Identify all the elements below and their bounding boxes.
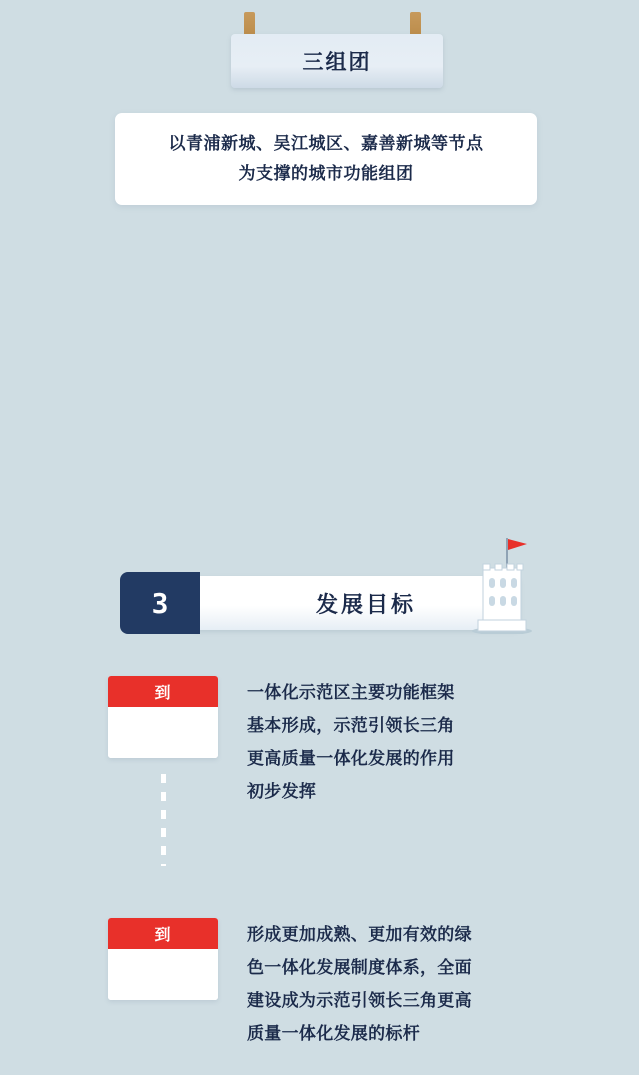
timeline-marker-label: 到 [154,685,172,702]
section-number-badge [120,572,200,634]
timeline-text [247,676,528,808]
section-header [120,572,520,634]
timeline-item [108,676,528,808]
description-card [115,113,537,205]
timeline-marker-header [108,676,218,707]
timeline-text-line: 一体化示范区主要功能框架 [247,683,455,702]
timeline-text-line: 初步发挥 [247,782,317,801]
timeline [108,676,528,1050]
timeline-text [247,918,528,1050]
timeline-text-line: 基本形成，示范引领长三角 [247,716,455,735]
timeline-marker-body [108,707,218,758]
timeline-item [108,918,528,1050]
timeline-connector [161,774,166,866]
timeline-marker [108,676,218,758]
top-card [231,34,443,88]
timeline-spacer [108,808,528,918]
section-number: 3 [151,586,169,620]
description-line-2: 为支撑的城市功能组团 [238,164,414,183]
top-card-title: 三组团 [302,51,372,74]
timeline-marker-header [108,918,218,949]
timeline-marker-label: 到 [154,927,172,944]
description-line-1: 以青浦新城、吴江城区、嘉善新城等节点 [168,134,484,153]
tower-icon [465,532,539,634]
timeline-text-line: 形成更加成熟、更加有效的绿 [247,925,472,944]
top-card-group [231,12,443,88]
section-title: 发展目标 [316,591,417,617]
timeline-marker-body [108,949,218,1000]
timeline-text-line: 建设成为示范引领长三角更高 [247,991,472,1010]
timeline-text-line: 更高质量一体化发展的作用 [247,749,455,768]
timeline-marker [108,918,218,1000]
timeline-text-line: 质量一体化发展的标杆 [247,1024,420,1043]
timeline-text-line: 色一体化发展制度体系，全面 [247,958,472,977]
